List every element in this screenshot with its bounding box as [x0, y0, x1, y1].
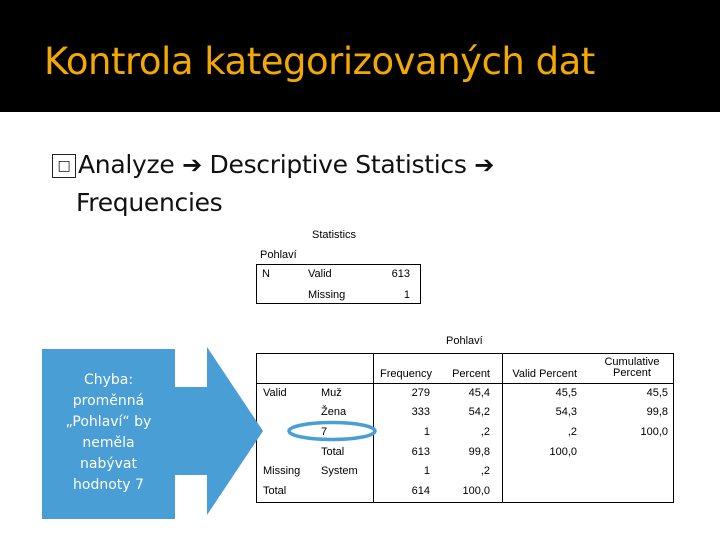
- row-valid-percent: 54,3: [555, 406, 577, 418]
- table-rule: [256, 264, 421, 265]
- bullet-line-1: [52, 150, 494, 179]
- callout-line: „Pohlaví“ by: [65, 414, 152, 430]
- table-rule: [256, 303, 421, 304]
- callout-line: Chyba:: [83, 372, 134, 388]
- group-total-label: Total: [263, 485, 287, 497]
- callout-line: hodnoty 7: [73, 477, 144, 493]
- row-category: Total: [321, 446, 345, 458]
- statistics-n-label: N: [262, 268, 270, 280]
- row-category: System: [321, 465, 358, 477]
- row-percent: 100,0: [462, 485, 490, 497]
- header-frequency: Frequency: [380, 368, 432, 380]
- row-valid-percent: 100,0: [549, 446, 577, 458]
- row-category: Muž: [321, 387, 342, 399]
- table-rule: [256, 264, 257, 304]
- menu-path-frequencies: Frequencies: [76, 188, 223, 217]
- header-cumulative-percent: Cumulative Percent: [604, 356, 660, 379]
- row-percent: 99,8: [468, 446, 490, 458]
- row-category: 7: [321, 426, 328, 438]
- callout-line: nabývat: [80, 456, 137, 472]
- table-rule: [502, 353, 503, 503]
- row-frequency: 333: [411, 406, 430, 418]
- error-callout-text: [42, 370, 175, 496]
- statistics-valid-label: Valid: [308, 268, 332, 280]
- frequency-table-caption: Pohlaví: [446, 335, 483, 347]
- statistics-variable-name: Pohlaví: [260, 249, 297, 261]
- statistics-valid-value: 613: [391, 268, 410, 280]
- group-missing-label: Missing: [263, 465, 301, 477]
- statistics-missing-label: Missing: [308, 289, 346, 301]
- header-percent: Percent: [452, 368, 490, 380]
- row-percent: 54,2: [468, 406, 490, 418]
- header-valid-percent: Valid Percent: [512, 368, 577, 380]
- highlight-ellipse-icon: [286, 420, 378, 442]
- menu-path-analyze: Analyze: [78, 150, 175, 179]
- table-rule: [256, 383, 674, 384]
- arrow-right-icon: ➔: [182, 151, 202, 179]
- table-rule: [256, 353, 674, 354]
- row-percent: ,2: [480, 465, 490, 477]
- bullet-line-2: [76, 188, 222, 217]
- row-percent: ,2: [480, 426, 490, 438]
- statistics-missing-value: 1: [403, 289, 410, 301]
- row-valid-percent: ,2: [567, 426, 577, 438]
- table-rule: [256, 502, 674, 503]
- statistics-table-caption: Statistics: [312, 229, 357, 241]
- arrow-right-icon: ➔: [474, 151, 495, 179]
- row-frequency: 613: [411, 446, 430, 458]
- row-category: Žena: [321, 406, 347, 418]
- slide-title: Kontrola kategorizovaných dat: [44, 40, 595, 83]
- table-rule: [420, 264, 421, 304]
- row-cumulative-percent: 99,8: [646, 406, 668, 418]
- row-cumulative-percent: 45,5: [646, 387, 668, 399]
- bullet-symbol-icon: □: [52, 154, 76, 178]
- row-cumulative-percent: 100,0: [640, 426, 668, 438]
- row-frequency: 1: [423, 426, 430, 438]
- big-arrow-right-icon: [175, 347, 265, 517]
- row-frequency: 614: [411, 485, 430, 497]
- callout-line: proměnná: [72, 393, 145, 409]
- row-frequency: 1: [423, 465, 430, 477]
- group-valid-label: Valid: [263, 387, 287, 399]
- row-frequency: 279: [411, 387, 430, 399]
- menu-path-descriptive-statistics: Descriptive Statistics: [209, 150, 467, 179]
- callout-line: neměla: [82, 435, 135, 451]
- row-percent: 45,4: [468, 387, 490, 399]
- row-valid-percent: 45,5: [555, 387, 577, 399]
